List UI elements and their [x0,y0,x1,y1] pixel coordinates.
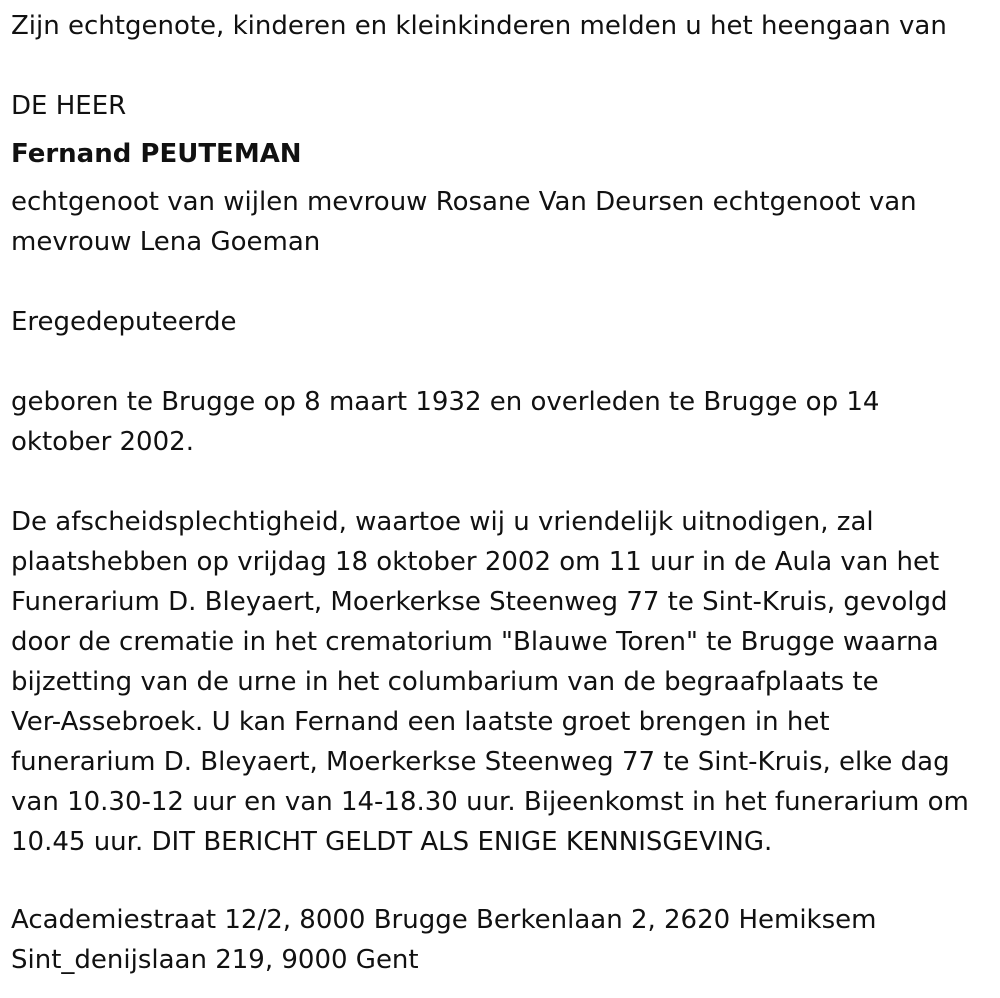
deceased-name [11,134,302,174]
ceremony-line-7: funerarium D. Bleyaert, Moerkerkse Steenweg 77 te Sint-Kruis, elke dag [11,747,950,777]
honorary-title [11,302,236,342]
birth-death-paragraph [11,382,879,462]
ceremony-line-9: 10.45 uur. DIT BERICHT GELDT ALS ENIGE KENNISGEVING. [11,827,773,857]
ceremony-line-1: De afscheidsplechtigheid, waartoe wij u vriendelijk uitnodigen, zal [11,507,874,537]
salutation [11,86,126,126]
spouse-line-2: mevrouw Lena Goeman [11,227,321,257]
address-line-1: Academiestraat 12/2, 8000 Brugge Berkenlaan 2, 2620 Hemiksem [11,905,877,935]
salutation-line: DE HEER [11,91,127,121]
ceremony-line-2: plaatshebben op vrijdag 18 oktober 2002 om 11 uur in de Aula van het [11,547,940,577]
address-paragraph [11,900,876,980]
spouse-line-1: echtgenoot van wijlen mevrouw Rosane Van Deursen echtgenoot van [11,187,917,217]
ceremony-line-8: van 10.30-12 uur en van 14-18.30 uur. Bijeenkomst in het funerarium om [11,787,969,817]
deceased-name-line: Fernand PEUTEMAN [11,139,302,169]
honorary-title-line: Eregedeputeerde [11,307,237,337]
address-line-2: Sint_denijslaan 219, 9000 Gent [11,945,419,975]
birth-death-line-2: oktober 2002. [11,427,194,457]
ceremony-line-5: bijzetting van de urne in het columbarium van de begraafplaats te [11,667,879,697]
spouse-paragraph [11,182,917,262]
birth-death-line-1: geboren te Brugge op 8 maart 1932 en overleden te Brugge op 14 [11,387,880,417]
intro-text [11,6,947,46]
intro-line: Zijn echtgenote, kinderen en kleinkinderen melden u het heengaan van [11,11,947,41]
ceremony-line-3: Funerarium D. Bleyaert, Moerkerkse Steenweg 77 te Sint-Kruis, gevolgd [11,587,948,617]
ceremony-paragraph [11,502,969,862]
ceremony-line-4: door de crematie in het crematorium "Blauwe Toren" te Brugge waarna [11,627,939,657]
ceremony-line-6: Ver-Assebroek. U kan Fernand een laatste groet brengen in het [11,707,830,737]
